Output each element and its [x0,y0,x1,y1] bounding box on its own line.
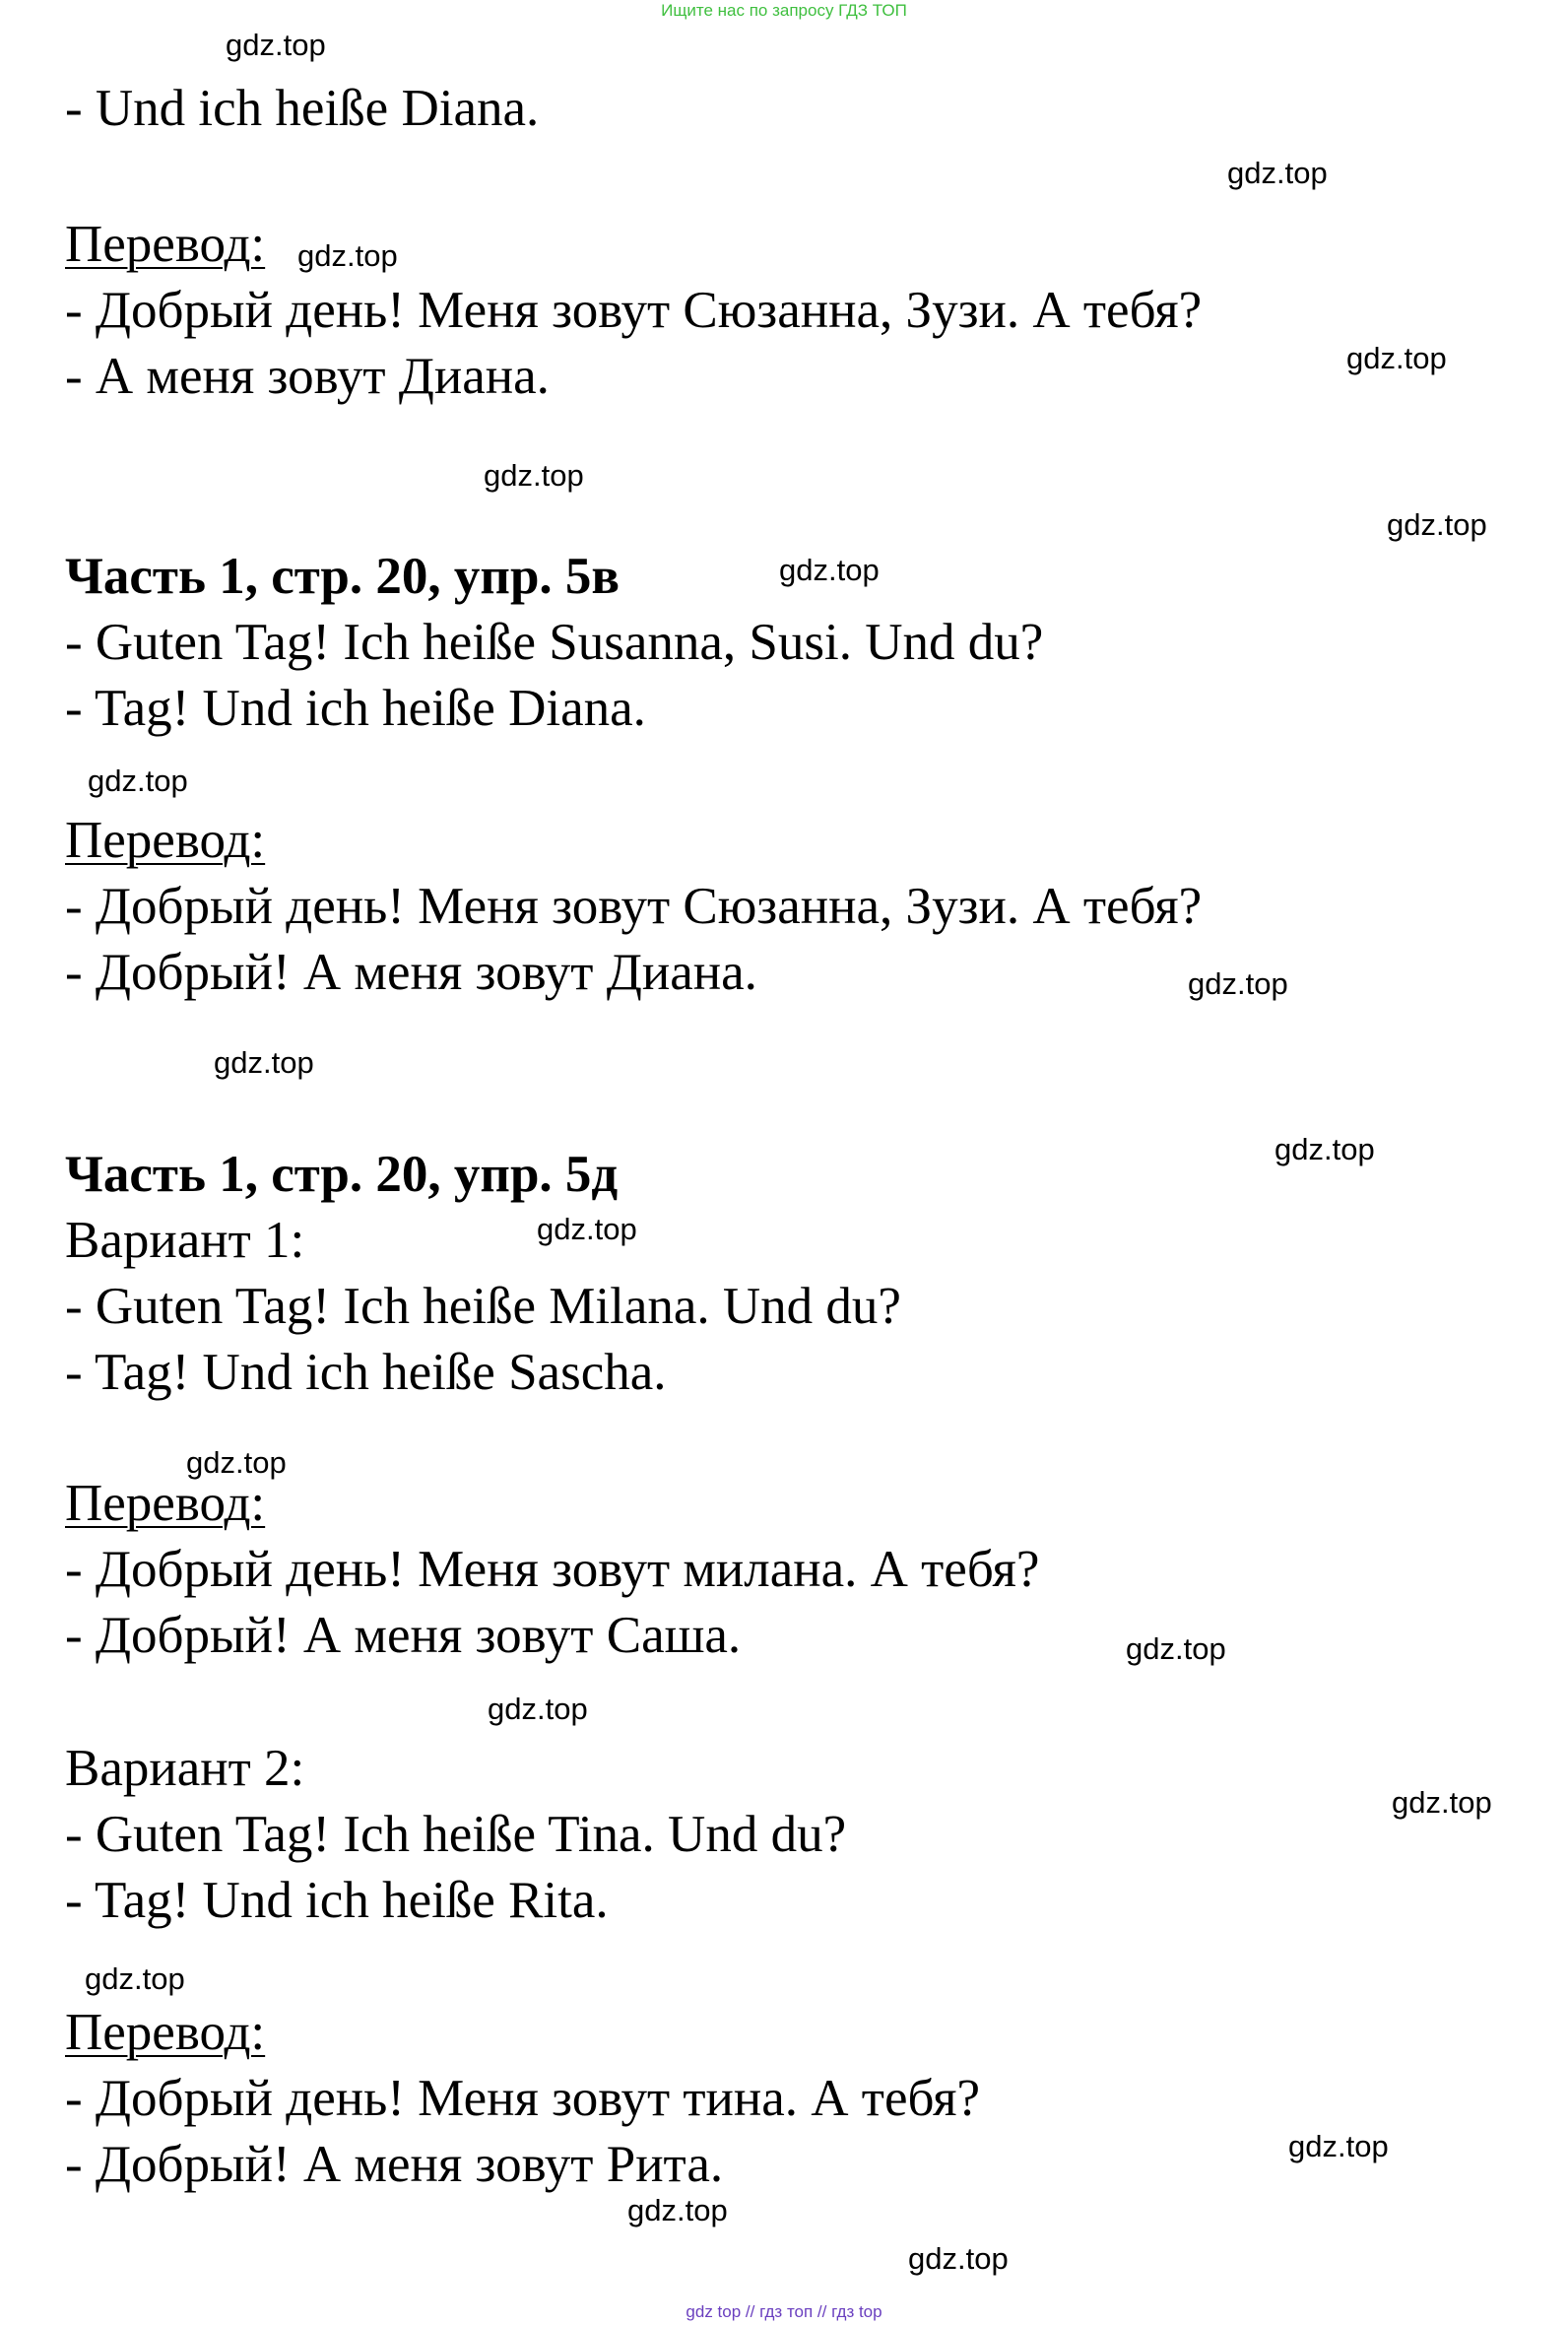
watermark-text: gdz.top [484,458,584,493]
top-banner: Ищите нас по запросу ГДЗ ТОП [661,1,907,20]
dialogue-line: - Tag! Und ich heiße Sascha. [65,1344,667,1401]
watermark-text: gdz.top [1288,2129,1389,2163]
dialogue-line: - Tag! Und ich heiße Diana. [65,680,646,737]
dialogue-line: - Добрый! А меня зовут Диана. [65,944,757,1001]
watermark-text: gdz.top [1387,507,1487,542]
watermark-text: gdz.top [85,1961,185,1996]
watermark-text: gdz.top [1274,1132,1375,1166]
watermark-text: gdz.top [779,553,880,587]
translation-label: Перевод: [65,812,266,869]
watermark-text: gdz.top [297,238,398,273]
dialogue-line: - Добрый день! Меня зовут Сюзанна, Зузи. А тебя? [65,878,1203,935]
bottom-banner: gdz top // гдз топ // гдз top [686,2302,882,2321]
watermark-text: gdz.top [88,764,188,798]
dialogue-line: - А меня зовут Диана. [65,348,550,405]
watermark-text: gdz.top [1227,156,1328,190]
dialogue-line: - Und ich heiße Diana. [65,80,540,137]
watermark-text: gdz.top [488,1692,588,1726]
watermark-text: gdz.top [1346,341,1447,375]
watermark-text: gdz.top [1392,1785,1492,1820]
translation-label: Перевод: [65,1475,266,1532]
section-heading: Часть 1, стр. 20, упр. 5в [65,548,621,605]
watermark-text: gdz.top [627,2193,728,2227]
variant-label: Вариант 1: [65,1212,305,1269]
variant-label: Вариант 2: [65,1740,305,1797]
watermark-text: gdz.top [908,2241,1009,2276]
watermark-text: gdz.top [1188,966,1288,1001]
watermark-text: gdz.top [1126,1631,1226,1666]
dialogue-line: - Guten Tag! Ich heiße Tina. Und du? [65,1806,847,1863]
dialogue-line: - Guten Tag! Ich heiße Susanna, Susi. Und du? [65,614,1044,671]
dialogue-line: - Добрый день! Меня зовут тина. А тебя? [65,2070,981,2127]
dialogue-line: - Добрый! А меня зовут Саша. [65,1607,742,1664]
section-heading: Часть 1, стр. 20, упр. 5д [65,1146,619,1203]
watermark-text: gdz.top [186,1445,287,1480]
watermark-text: gdz.top [537,1212,637,1246]
dialogue-line: - Tag! Und ich heiße Rita. [65,1872,609,1929]
dialogue-line: - Добрый! А меня зовут Рита. [65,2136,724,2193]
watermark-text: gdz.top [226,28,326,62]
translation-label: Перевод: [65,216,266,273]
watermark-text: gdz.top [214,1045,314,1080]
dialogue-line: - Guten Tag! Ich heiße Milana. Und du? [65,1278,901,1335]
dialogue-line: - Добрый день! Меня зовут Сюзанна, Зузи. А тебя? [65,282,1203,339]
translation-label: Перевод: [65,2004,266,2061]
dialogue-line: - Добрый день! Меня зовут милана. А тебя? [65,1541,1040,1598]
